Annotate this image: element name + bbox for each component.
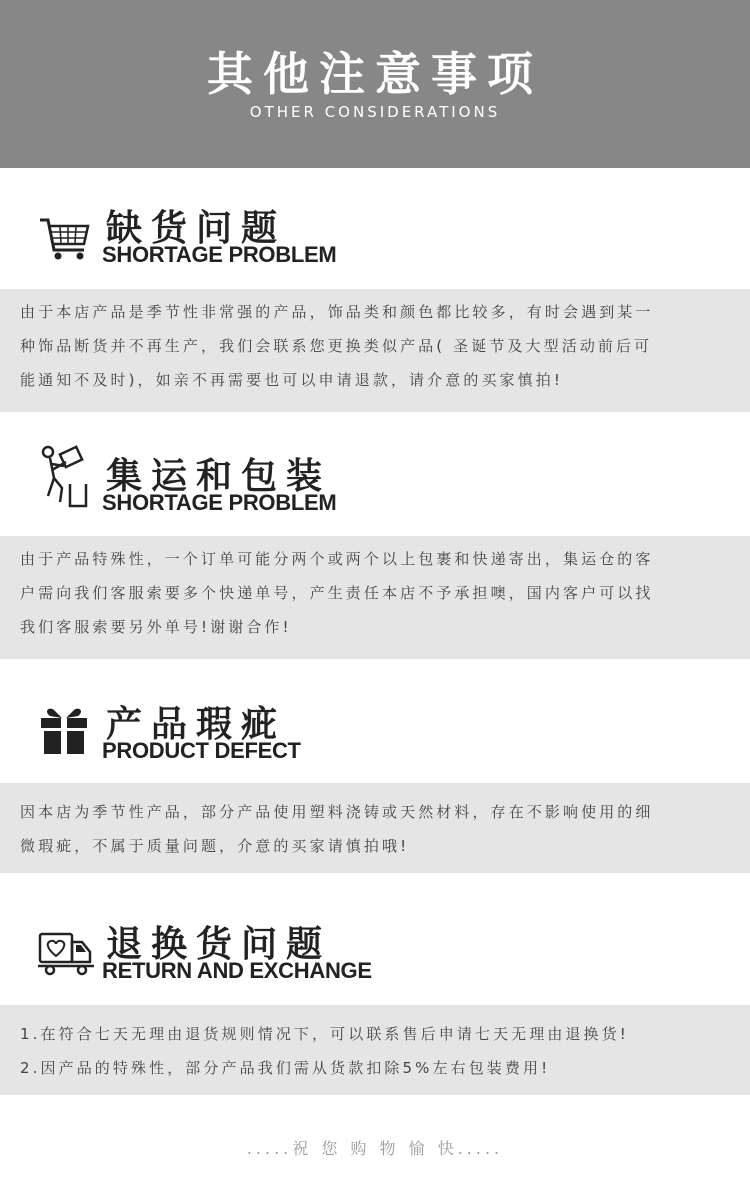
section-title-zh: 退换货问题 — [106, 924, 332, 965]
section-title-en: RETURN AND EXCHANGE — [102, 958, 372, 983]
section-header-shipping — [0, 428, 750, 538]
gift-box-icon — [38, 704, 94, 760]
body-line: 我们客服索要另外单号!谢谢合作! — [20, 618, 292, 636]
footer-greeting: .....祝 您 购 物 愉 快..... — [246, 1139, 504, 1158]
section-header-defect — [0, 676, 750, 786]
body-line: 户需向我们客服索要多个快递单号，产生责任本店不予承担噢，国内客户可以找 — [20, 584, 654, 602]
shopping-cart-icon — [38, 206, 94, 262]
body-line: 能通知不及时)，如亲不再需要也可以申请退款，请介意的买家慎拍! — [20, 371, 563, 389]
section-title-en: SHORTAGE PROBLEM — [102, 242, 337, 267]
body-line: 2.因产品的特殊性，部分产品我们需从货款扣除5%左右包装费用! — [20, 1059, 551, 1077]
section-title-en: SHORTAGE PROBLEM — [102, 490, 337, 515]
section-body-shortage — [0, 289, 750, 412]
section-title-zh: 缺货问题 — [106, 208, 287, 249]
page-title: 其他注意事项 — [207, 47, 543, 101]
header-banner — [0, 0, 750, 168]
body-line: 由于本店产品是季节性非常强的产品，饰品类和颜色都比较多，有时会遇到某一 — [20, 303, 654, 321]
section-body-shipping — [0, 536, 750, 659]
section-title-zh: 产品瑕疵 — [106, 704, 287, 745]
body-line: 微瑕疵，不属于质量问题，介意的买家请慎拍哦! — [20, 837, 410, 855]
body-line: 种饰品断货并不再生产，我们会联系您更换类似产品( 圣诞节及大型活动前后可 — [20, 337, 653, 355]
body-line: 1.在符合七天无理由退货规则情况下，可以联系售后申请七天无理由退换货! — [20, 1025, 629, 1043]
delivery-truck-heart-icon — [38, 928, 94, 984]
section-body-defect — [0, 783, 750, 873]
body-line: 由于产品特殊性，一个订单可能分两个或两个以上包裹和快递寄出，集运仓的客 — [20, 550, 654, 568]
section-title-zh: 集运和包装 — [106, 456, 332, 497]
section-header-shortage — [0, 180, 750, 290]
section-header-returns — [0, 896, 750, 1006]
section-body-returns — [0, 1005, 750, 1095]
page-subtitle: OTHER CONSIDERATIONS — [249, 103, 501, 121]
section-title-en: PRODUCT DEFECT — [102, 738, 301, 763]
person-carrying-box-icon — [38, 444, 94, 500]
body-line: 因本店为季节性产品，部分产品使用塑料浇铸或天然材料，存在不影响使用的细 — [20, 803, 654, 821]
